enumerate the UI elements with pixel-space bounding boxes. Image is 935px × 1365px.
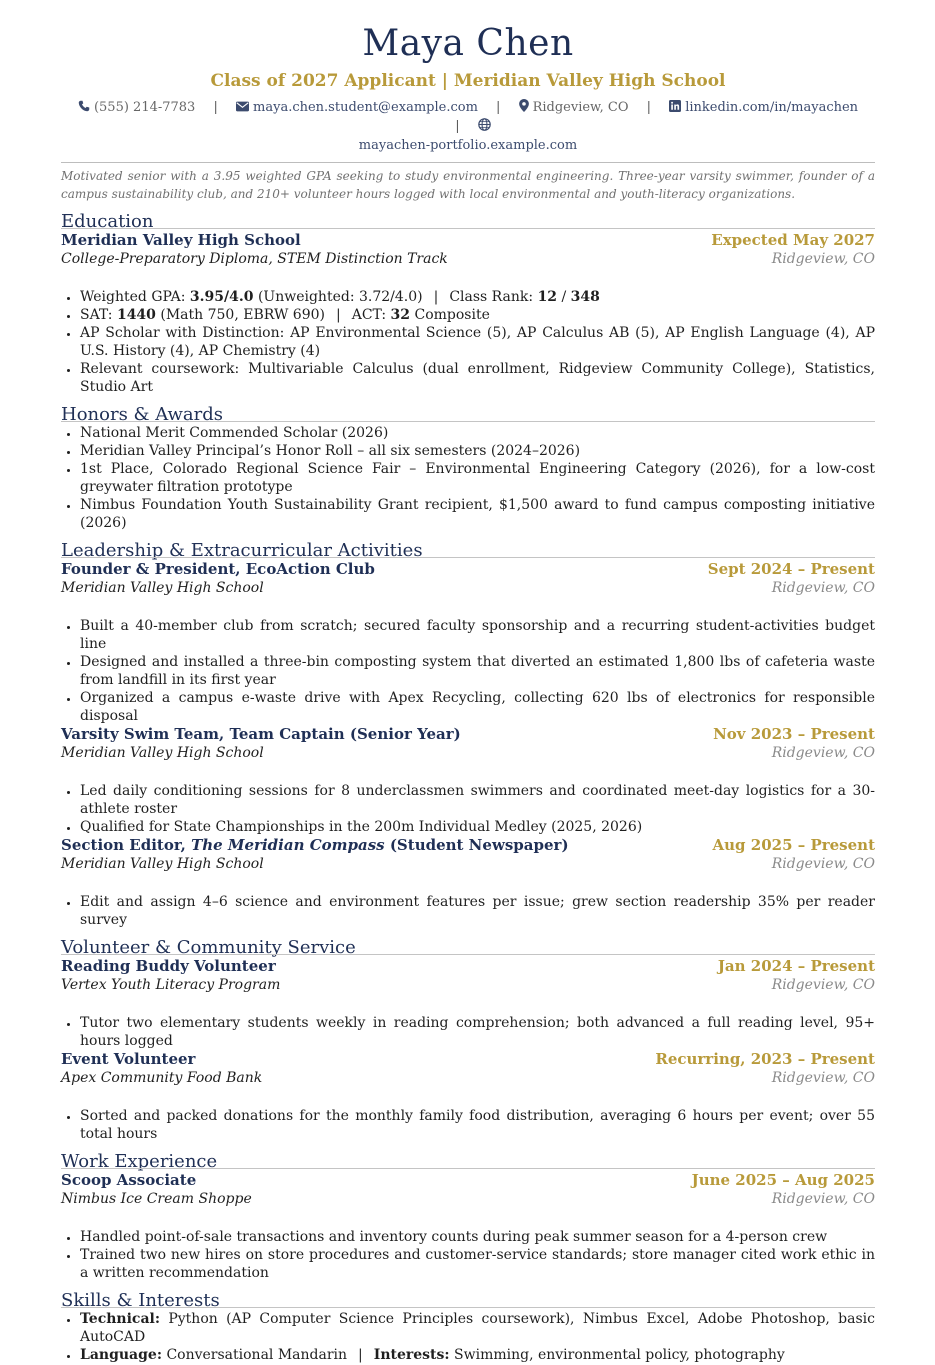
linkedin-url[interactable]: linkedin.com/in/mayachen [685,100,859,115]
entry-location: Ridgeview, CO [771,580,875,596]
entry-head [61,1171,875,1190]
entry-org: Vertex Youth Literacy Program [61,977,281,993]
list-item: • 1st Place, Colorado Regional Science Fair – Environmental Engineering Category (2026), for a low-cost greywater filtration prototype [80,460,875,496]
envelope-icon [236,101,249,112]
education-sub [61,250,875,269]
resume-page [61,0,875,1364]
entry-role: Scoop Associate [61,1171,197,1189]
entry-location: Ridgeview, CO [771,977,875,993]
email-address[interactable]: maya.chen.student@example.com [253,100,478,115]
entry-location: Ridgeview, CO [771,856,875,872]
list-item: • Trained two new hires on store procedures and customer-service standards; store manager cited work ethic in a written recommendation [80,1246,875,1282]
entry-head [61,957,875,976]
entry-bullets [61,617,875,725]
section-title-leadership: Leadership & Extracurricular Activities [61,542,875,560]
entry-sub [61,579,875,598]
list-item: • AP Scholar with Distinction: AP Environmental Science (5), AP Calculus AB (5), AP English Language (4), AP U.S. History (4), AP Chemistry (4) [80,324,875,360]
education-list [61,288,875,396]
list-item: • Led daily conditioning sessions for 8 underclassmen swimmers and coordinated meet-day logistics for a 30-athlete roster [80,782,875,818]
list-item: • Edit and assign 4–6 science and environment features per issue; grew section readership 35% per reader survey [80,893,875,929]
entry-bullets [61,1014,875,1050]
portfolio-contact[interactable] [474,119,495,134]
entry-org: Nimbus Ice Cream Shoppe [61,1191,252,1207]
education-location: Ridgeview, CO [771,251,875,267]
section-title-work: Work Experience [61,1153,875,1171]
entry-sub [61,976,875,995]
entry-role: Section Editor, The Meridian Compass (Student Newspaper) [61,836,569,854]
header-divider [61,162,875,163]
entry-head [61,1050,875,1069]
list-item: • SAT: 1440 (Math 750, EBRW 690) | ACT: 32 Composite [80,306,875,324]
portfolio-url[interactable]: mayachen-portfolio.example.com [358,138,578,153]
list-item: • Handled point-of-sale transactions and inventory counts during peak summer season for a 4-person crew [80,1228,875,1246]
entry-date: June 2025 – Aug 2025 [691,1171,875,1189]
entry-bullets [61,782,875,836]
linkedin-icon [669,100,681,112]
entry-org: Meridian Valley High School [61,580,264,596]
entry-org: Apex Community Food Bank [61,1070,263,1086]
list-item: • Weighted GPA: 3.95/4.0 (Unweighted: 3.72/4.0) | Class Rank: 12 / 348 [80,288,875,306]
list-item: • Technical: Python (AP Computer Science Principles coursework), Nimbus Excel, Adobe Photoshop, basic AutoCAD [80,1310,875,1346]
location-text: Ridgeview, CO [532,100,629,115]
candidate-subtitle: Class of 2027 Applicant | Meridian Valley High School [210,71,726,91]
list-item: • Organized a campus e-waste drive with Apex Recycling, collecting 620 lbs of electronics for responsible disposal [80,689,875,725]
entry-head [61,836,875,855]
map-pin-icon [519,99,529,112]
phone-contact [78,100,200,115]
entry-role: Varsity Swim Team, Team Captain (Senior Year) [61,725,461,743]
section-title-honors: Honors & Awards [61,406,875,424]
entry-bullets [61,1228,875,1282]
school-name: Meridian Valley High School [61,231,301,249]
entry-sub [61,1190,875,1209]
section-title-education: Education [61,213,875,231]
entry-role: Event Volunteer [61,1050,196,1068]
skills-list [61,1310,875,1364]
list-item: • Sorted and packed donations for the monthly family food distribution, averaging 6 hours per event; over 55 total hours [80,1107,875,1143]
education-date: Expected May 2027 [711,231,875,249]
entry-role: Founder & President, EcoAction Club [61,560,375,578]
location-contact [514,100,632,115]
entry-date: Sept 2024 – Present [707,560,875,578]
entry-org: Meridian Valley High School [61,856,264,872]
list-item: • Relevant coursework: Multivariable Calculus (dual enrollment, Ridgeview Community College), Statistics, Studio Art [80,360,875,396]
list-item: • Qualified for State Championships in the 200m Individual Medley (2025, 2026) [80,818,875,836]
entry-sub [61,744,875,763]
list-item: • Meridian Valley Principal’s Honor Roll – all six semesters (2024–2026) [80,442,875,460]
list-item: • Tutor two elementary students weekly in reading comprehension; both advanced a full reading level, 95+ hours logged [80,1014,875,1050]
list-item: • Language: Conversational Mandarin | Interests: Swimming, environmental policy, photography [80,1346,875,1364]
section-title-volunteer: Volunteer & Community Service [61,939,875,957]
list-item: • Nimbus Foundation Youth Sustainability Grant recipient, $1,500 award to fund campus composting initiative (2026) [80,496,875,532]
entry-location: Ridgeview, CO [771,1191,875,1207]
phone-number: (555) 214-7783 [93,100,196,115]
list-item: • Designed and installed a three-bin composting system that diverted an estimated 1,800 lbs of cafeteria waste from landfill in its first year [80,653,875,689]
candidate-name: Maya Chen [362,23,574,64]
summary-text: Motivated senior with a 3.95 weighted GPA seeking to study environmental engineering. Three-year varsity swimmer, founder of a campus sustainability club, and 210+ volunteer hours logged with local environmental and youth-literacy organizations. [61,169,875,201]
degree-name: College-Preparatory Diploma, STEM Distinction Track [61,251,448,267]
education-head [61,231,875,250]
entry-location: Ridgeview, CO [771,745,875,761]
entry-sub [61,1069,875,1088]
email-contact[interactable] [232,100,482,115]
entry-date: Recurring, 2023 – Present [655,1050,875,1068]
list-item: • Built a 40-member club from scratch; secured faculty sponsorship and a recurring student-activities budget line [80,617,875,653]
entry-head [61,560,875,579]
entry-org: Meridian Valley High School [61,745,264,761]
entry-date: Nov 2023 – Present [713,725,875,743]
globe-icon [478,118,491,131]
contact-info: (555) 214-7783 | maya.chen.student@example.com | Ridgeview, CO | linkedin.com/in/mayachen | mayachen-portfolio.example.com [61,98,875,155]
list-item: • National Merit Commended Scholar (2026) [80,424,875,442]
phone-icon [78,100,90,112]
entry-bullets [61,1107,875,1143]
section-title-skills: Skills & Interests [61,1292,875,1310]
linkedin-contact[interactable] [665,100,858,115]
entry-sub [61,855,875,874]
entry-bullets [61,893,875,929]
entry-location: Ridgeview, CO [771,1070,875,1086]
entry-head [61,725,875,744]
honors-list [61,424,875,532]
entry-role: Reading Buddy Volunteer [61,957,276,975]
entry-date: Jan 2024 – Present [717,957,875,975]
entry-date: Aug 2025 – Present [712,836,875,854]
